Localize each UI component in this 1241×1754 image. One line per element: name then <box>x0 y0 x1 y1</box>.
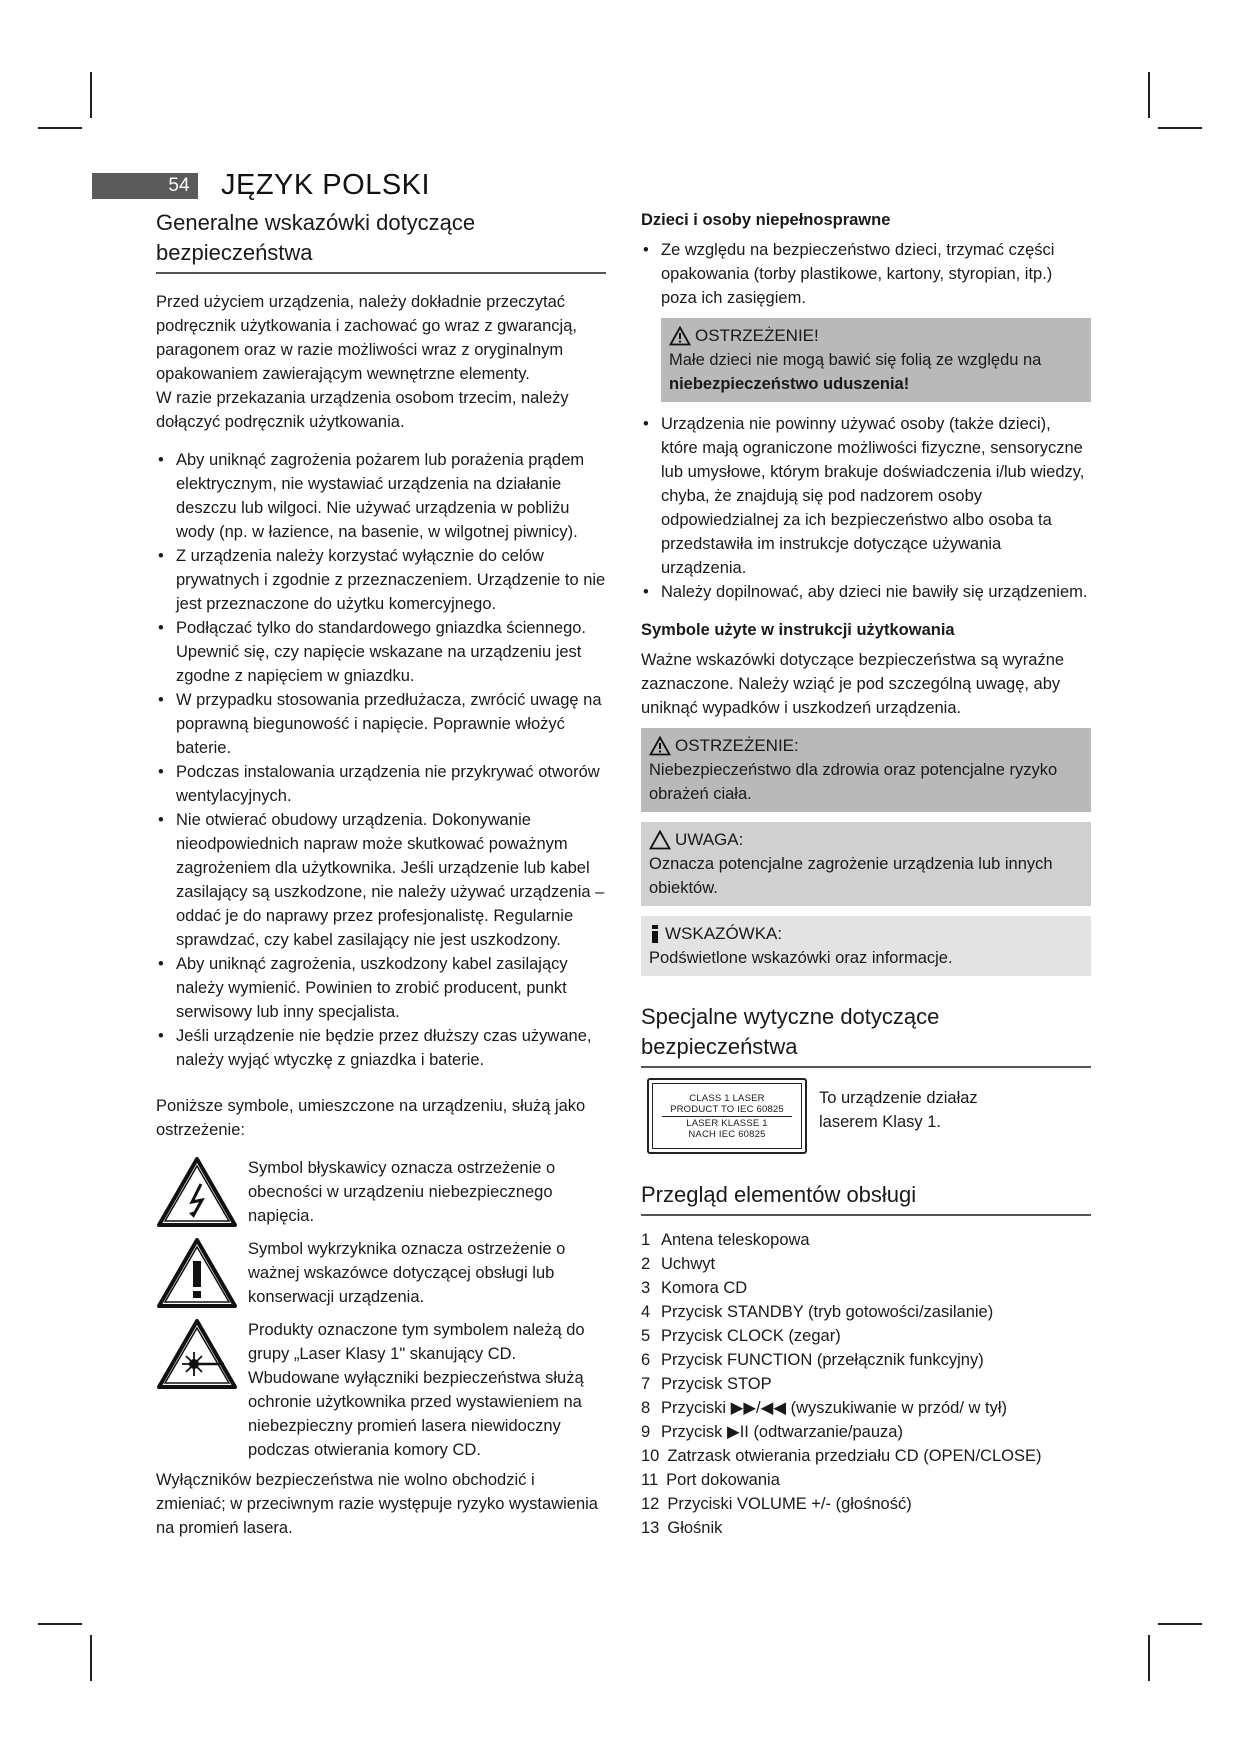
symbol-text: Symbol błyskawicy oznacza ostrzeżenie o obecności w urządzeniu niebezpiecznego napięcia. <box>248 1159 556 1225</box>
crop-mark <box>38 127 82 129</box>
children-title: Dzieci i osoby niepełnosprawne <box>641 211 891 229</box>
list-item: 10 Zatrzask otwierania przedziału CD (OPEN/CLOSE) <box>641 1447 1042 1465</box>
language-title: JĘZYK POLSKI <box>221 169 431 201</box>
children-list-2 <box>641 412 1091 604</box>
controls-list <box>641 1228 1091 1540</box>
list-item: • W przypadku stosowania przedłużacza, zwrócić uwagę na poprawną biegunowość i napięcie. Poprawnie włożyć baterie. <box>156 688 606 760</box>
exclamation-warning-icon <box>156 1237 238 1309</box>
crop-mark <box>1158 127 1202 129</box>
laser-warning-icon <box>156 1318 238 1390</box>
list-item: 3 Komora CD <box>641 1279 748 1297</box>
laser-text: To urządzenie działaz laserem Klasy 1. <box>819 1089 978 1131</box>
list-item: 11 Port dokowania <box>641 1471 780 1489</box>
list-item: • Aby uniknąć zagrożenia, uszkodzony kabel zasilający należy wymienić. Powinien to zrobić producent, punkt serwisowy lub inny specjalista. <box>156 952 606 1024</box>
list-item: • Ze względu na bezpieczeństwo dzieci, trzymać części opakowania (torby plastikowe, kartony, styropian, itp.) poza ich zasięgiem. <box>641 238 1091 310</box>
caution-box <box>641 822 1091 906</box>
page-number: 54 <box>168 175 190 196</box>
laser-label-line: CLASS 1 LASER <box>689 1092 765 1104</box>
warning-triangle-icon <box>669 326 691 346</box>
list-item: 6 Przycisk FUNCTION (przełącznik funkcyjny) <box>641 1351 984 1369</box>
symbols-text: Ważne wskazówki dotyczące bezpieczeństwa są wyraźne zaznaczone. Należy wziąć je pod szczególną uwagę, aby uniknąć wypadków i uszkodzeń urządzenia. <box>641 651 1065 717</box>
crop-mark <box>1158 1623 1202 1625</box>
crop-mark <box>1148 72 1150 118</box>
list-item: 1 Antena teleskopowa <box>641 1231 810 1249</box>
list-item: • Podłączać tylko do standardowego gniazdka ściennego. Upewnić się, czy napięcie wskazane na urządzeniu jest zgodne z napięciem w gniazdku. <box>156 616 606 688</box>
intro-paragraph: Przed użyciem urządzenia, należy dokładnie przeczytać podręcznik użytkowania i zachować go wraz z gwarancją, paragonem oraz w razie możliwości wraz z oryginalnym opakowaniem zawierającym wewnętrzne elementy. <box>156 293 577 383</box>
laser-label-line: NACH IEC 60825 <box>688 1128 766 1140</box>
crop-mark <box>1148 1635 1150 1681</box>
warning-box <box>641 728 1091 812</box>
list-item: • Aby uniknąć zagrożenia pożarem lub porażenia prądem elektrycznym, nie wystawiać urządzenia na działanie deszczu lub wilgoci. Nie używać urządzenia w pobliżu wody (np. w łazience, na basenie, w wilgotnej piwnicy). <box>156 448 606 544</box>
warning-title: OSTRZEŻENIE: <box>675 736 799 755</box>
list-item: • Z urządzenia należy korzystać wyłącznie do celów prywatnych i zgodnie z przeznaczeniem. Urządzenie to nie jest przeznaczone do użytku komercyjnego. <box>156 544 606 616</box>
lightning-warning-icon <box>156 1156 238 1228</box>
warning-triangle-icon <box>649 736 671 756</box>
hint-title: WSKAZÓWKA: <box>665 924 783 943</box>
crop-mark <box>90 1635 92 1681</box>
hint-text: Podświetlone wskazówki oraz informacje. <box>649 949 953 967</box>
list-item: 8 Przyciski ▶▶/◀◀ (wyszukiwanie w przód/ w tył) <box>641 1399 1007 1417</box>
laser-class-label <box>647 1078 807 1154</box>
list-item: • Jeśli urządzenie nie będzie przez dłuższy czas używane, należy wyjąć wtyczkę z gniazdka i baterie. <box>156 1024 606 1072</box>
right-column <box>641 208 1091 1540</box>
list-item: 5 Przycisk CLOCK (zegar) <box>641 1327 841 1345</box>
special-safety-title: Specjalne wytyczne dotyczące bezpieczeństwa <box>641 1002 1091 1068</box>
symbol-text: Produkty oznaczone tym symbolem należą do grupy „Laser Klasy 1" skanujący CD. Wbudowane wyłączniki bezpieczeństwa służą ochronie użytkownika przed wystawieniem na niebezpieczny promień lasera niewidoczny podczas otwierania komory CD. <box>248 1321 585 1459</box>
list-item: • Podczas instalowania urządzenia nie przykrywać otworów wentylacyjnych. <box>156 760 606 808</box>
warning-bold: niebezpieczeństwo uduszenia! <box>669 375 910 393</box>
crop-mark <box>38 1623 82 1625</box>
list-item: 4 Przycisk STANDBY (tryb gotowości/zasilanie) <box>641 1303 994 1321</box>
list-item: 12 Przyciski VOLUME +/- (głośność) <box>641 1495 912 1513</box>
symbol-row <box>156 1156 606 1233</box>
caution-triangle-icon <box>649 830 671 850</box>
warning-text: Niebezpieczeństwo dla zdrowia oraz potencjalne ryzyko obrażeń ciała. <box>649 761 1058 803</box>
caution-text: Oznacza potencjalne zagrożenie urządzenia lub innych obiektów. <box>649 855 1053 897</box>
symbol-row <box>156 1237 606 1314</box>
hint-box <box>641 916 1091 976</box>
symbol-text: Symbol wykrzyknika oznacza ostrzeżenie o ważnej wskazówce dotyczącej obsługi lub konserwacji urządzenia. <box>248 1240 566 1306</box>
safety-title: Generalne wskazówki dotyczące bezpieczeństwa <box>156 208 606 274</box>
warning-title: OSTRZEŻENIE! <box>695 326 819 345</box>
crop-mark <box>90 72 92 118</box>
intro-paragraph-2: W razie przekazania urządzenia osobom trzecim, należy dołączyć podręcznik użytkowania. <box>156 389 569 431</box>
list-item: 9 Przycisk ▶II (odtwarzanie/pauza) <box>641 1423 903 1441</box>
info-icon <box>649 924 661 944</box>
list-item: • Nie otwierać obudowy urządzenia. Dokonywanie nieodpowiednich napraw może skutkować poważnym zagrożeniem dla użytkownika. Jeśli urządzenie lub kabel zasilający są uszkodzone, nie należy używać urządzenia – oddać je do naprawy przez profesjonalistę. Regularnie sprawdzać, czy kabel zasilający nie jest uszkodzony. <box>156 808 606 952</box>
symbol-row <box>156 1318 606 1462</box>
laser-label-line: LASER KLASSE 1 <box>686 1117 768 1129</box>
list-item: 7 Przycisk STOP <box>641 1375 772 1393</box>
symbols-intro: Poniższe symbole, umieszczone na urządzeniu, służą jako ostrzeżenie: <box>156 1097 586 1139</box>
laser-label-line: PRODUCT TO IEC 60825 <box>670 1103 784 1115</box>
warning-text: Małe dzieci nie mogą bawić się folią ze względu na <box>669 351 1042 369</box>
controls-title: Przegląd elementów obsługi <box>641 1180 1091 1216</box>
list-item: • Urządzenia nie powinny używać osoby (także dzieci), które mają ograniczone możliwości fizyczne, sensoryczne lub umysłowe, którym brakuje doświadczenia i/lub wiedzy, chyba, że znajdują się pod nadzorem osoby odpowiedzialnej za ich bezpieczeństwo albo osoba ta przedstawiła im instrukcje dotyczące używania urządzenia. <box>641 412 1091 580</box>
children-list <box>641 238 1091 310</box>
closing-paragraph: Wyłączników bezpieczeństwa nie wolno obchodzić i zmieniać; w przeciwnym razie występuje ryzyko wystawienia na promień lasera. <box>156 1471 598 1537</box>
list-item: • Należy dopilnować, aby dzieci nie bawiły się urządzeniem. <box>641 580 1091 604</box>
left-column <box>156 208 606 1540</box>
warning-box <box>661 318 1091 402</box>
list-item: 13 Głośnik <box>641 1519 723 1537</box>
symbols-title: Symbole użyte w instrukcji użytkowania <box>641 621 955 639</box>
caution-title: UWAGA: <box>675 830 744 849</box>
laser-section <box>647 1078 1091 1154</box>
list-item: 2 Uchwyt <box>641 1255 716 1273</box>
safety-list <box>156 448 606 1072</box>
